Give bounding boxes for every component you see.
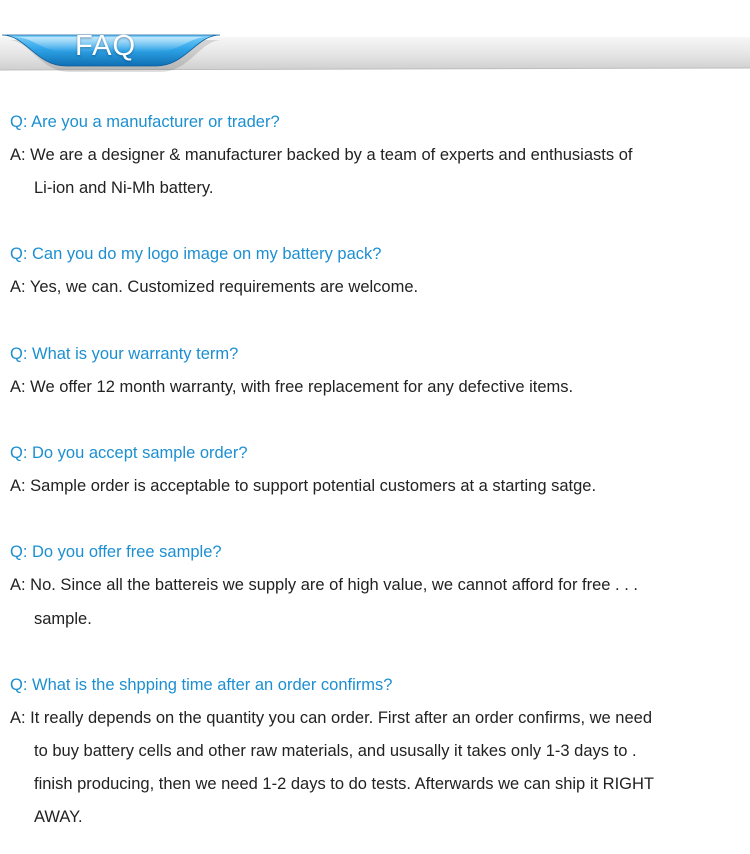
faq-question: Q: Are you a manufacturer or trader? [10, 113, 280, 131]
faq-header-banner [0, 0, 750, 80]
faq-answer-line: Li-ion and Ni-Mh battery. [34, 179, 214, 197]
faq-answer-line: A: It really depends on the quantity you can order. First after an order confirms, we need [10, 709, 653, 727]
faq-question: Q: Can you do my logo image on my battery pack? [10, 245, 382, 263]
faq-answer-line: sample. [34, 610, 92, 628]
faq-answer-line: A: Yes, we can. Customized requirements are welcome. [10, 278, 419, 296]
faq-answer-line: A: We are a designer & manufacturer backed by a team of experts and enthusiasts of [10, 146, 633, 164]
faq-answer-line: AWAY. [34, 808, 83, 826]
page-title: FAQ [75, 30, 137, 62]
faq-answer-line: A: Sample order is acceptable to support potential customers at a starting satge. [10, 477, 597, 495]
faq-question: Q: Do you offer free sample? [10, 543, 222, 561]
faq-question: Q: Do you accept sample order? [10, 444, 248, 462]
faq-answer-line: to buy battery cells and other raw materials, and ususally it takes only 1-3 days to . [34, 742, 637, 760]
faq-question: Q: What is the shpping time after an order confirms? [10, 676, 393, 694]
faq-answer-line: A: No. Since all the battereis we supply are of high value, we cannot afford for free . . . [10, 576, 638, 594]
faq-answer-line: A: We offer 12 month warranty, with free replacement for any defective items. [10, 378, 574, 396]
faq-question: Q: What is your warranty term? [10, 345, 239, 363]
faq-answer-line: finish producing, then we need 1-2 days to do tests. Afterwards we can ship it RIGHT [34, 775, 654, 793]
